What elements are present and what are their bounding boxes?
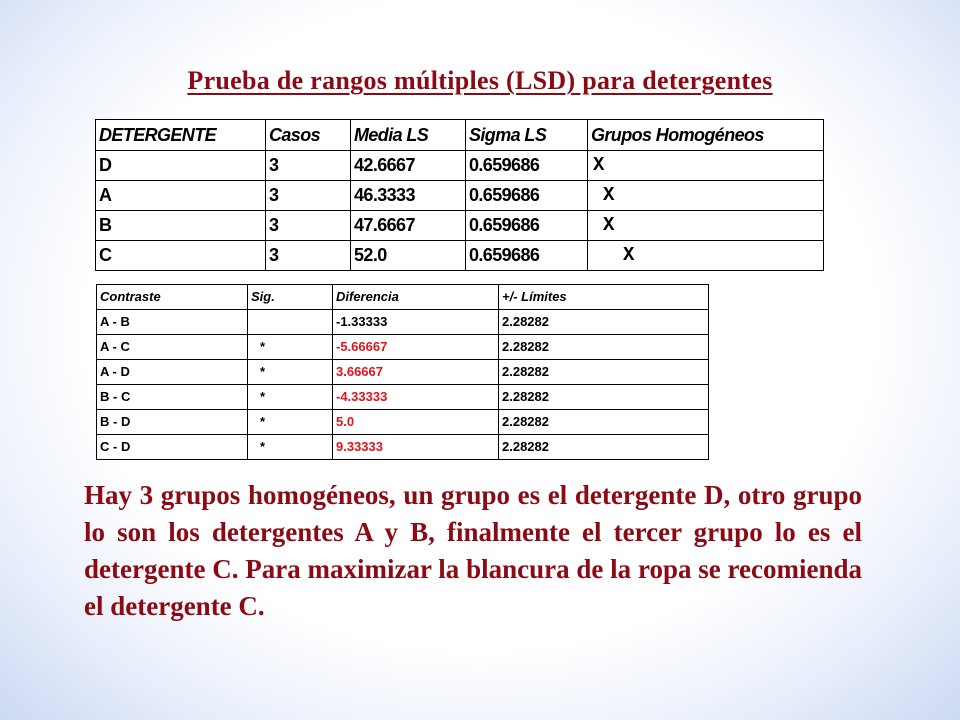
- sigma-cell: 0.659686: [466, 151, 588, 181]
- sig-cell: *: [248, 360, 333, 385]
- detergente-cell: B: [96, 211, 266, 241]
- table-row: [97, 310, 709, 335]
- table-row: [97, 385, 709, 410]
- table-row: [96, 181, 824, 211]
- detergente-cell: A: [96, 181, 266, 211]
- sig-cell: *: [248, 410, 333, 435]
- table-header-row: [97, 285, 709, 310]
- diferencia-cell: 5.0: [333, 410, 499, 435]
- media-cell: 42.6667: [351, 151, 466, 181]
- sigma-cell: 0.659686: [466, 211, 588, 241]
- contraste-cell: A - C: [97, 335, 248, 360]
- page-title: [0, 66, 960, 96]
- grupo-cell: [588, 241, 824, 271]
- col-header-sigma: Sigma LS: [466, 120, 588, 151]
- limites-cell: 2.28282: [499, 310, 709, 335]
- table-row: [97, 360, 709, 385]
- group-marker: X: [623, 244, 635, 266]
- table-row: [96, 151, 824, 181]
- media-cell: 46.3333: [351, 181, 466, 211]
- table-row: [97, 335, 709, 360]
- limites-cell: 2.28282: [499, 335, 709, 360]
- diferencia-cell: -4.33333: [333, 385, 499, 410]
- diferencia-cell: 3.66667: [333, 360, 499, 385]
- sig-cell: [248, 310, 333, 335]
- diferencia-cell: -5.66667: [333, 335, 499, 360]
- table-row: [97, 410, 709, 435]
- col-header-media: Media LS: [351, 120, 466, 151]
- diferencia-cell: 9.33333: [333, 435, 499, 460]
- casos-cell: 3: [266, 181, 351, 211]
- sigma-cell: 0.659686: [466, 241, 588, 271]
- diferencia-cell: -1.33333: [333, 310, 499, 335]
- casos-cell: 3: [266, 241, 351, 271]
- table-row: [96, 241, 824, 271]
- media-cell: 52.0: [351, 241, 466, 271]
- sig-cell: *: [248, 385, 333, 410]
- table-row: [97, 435, 709, 460]
- homogeneous-groups-table: [95, 119, 824, 271]
- contraste-cell: C - D: [97, 435, 248, 460]
- col-header-sig: Sig.: [248, 285, 333, 310]
- detergente-cell: C: [96, 241, 266, 271]
- contraste-cell: B - C: [97, 385, 248, 410]
- col-header-casos: Casos: [266, 120, 351, 151]
- casos-cell: 3: [266, 211, 351, 241]
- grupo-cell: [588, 181, 824, 211]
- group-marker: X: [593, 154, 605, 176]
- col-header-limites: +/- Límites: [499, 285, 709, 310]
- contraste-cell: A - D: [97, 360, 248, 385]
- col-header-grupos: Grupos Homogéneos: [588, 120, 824, 151]
- media-cell: 47.6667: [351, 211, 466, 241]
- page-title-text: Prueba de rangos múltiples (LSD) para detergentes: [187, 66, 773, 95]
- limites-cell: 2.28282: [499, 385, 709, 410]
- table-header-row: [96, 120, 824, 151]
- casos-cell: 3: [266, 151, 351, 181]
- limites-cell: 2.28282: [499, 360, 709, 385]
- sigma-cell: 0.659686: [466, 181, 588, 211]
- col-header-contraste: Contraste: [97, 285, 248, 310]
- grupo-cell: [588, 151, 824, 181]
- contraste-cell: A - B: [97, 310, 248, 335]
- limites-cell: 2.28282: [499, 410, 709, 435]
- contrast-table: [96, 284, 709, 460]
- conclusion-paragraph: Hay 3 grupos homogéneos, un grupo es el detergente D, otro grupo lo son los detergentes A y B, finalmente el tercer grupo lo es el detergente C. Para maximizar la blancura de la ropa se recomienda el detergente C.: [84, 480, 862, 621]
- col-header-detergente: DETERGENTE: [96, 120, 266, 151]
- table-row: [96, 211, 824, 241]
- group-marker: X: [603, 184, 615, 206]
- contraste-cell: B - D: [97, 410, 248, 435]
- sig-cell: *: [248, 335, 333, 360]
- col-header-diferencia: Diferencia: [333, 285, 499, 310]
- grupo-cell: [588, 211, 824, 241]
- sig-cell: *: [248, 435, 333, 460]
- limites-cell: 2.28282: [499, 435, 709, 460]
- group-marker: X: [603, 214, 615, 236]
- detergente-cell: D: [96, 151, 266, 181]
